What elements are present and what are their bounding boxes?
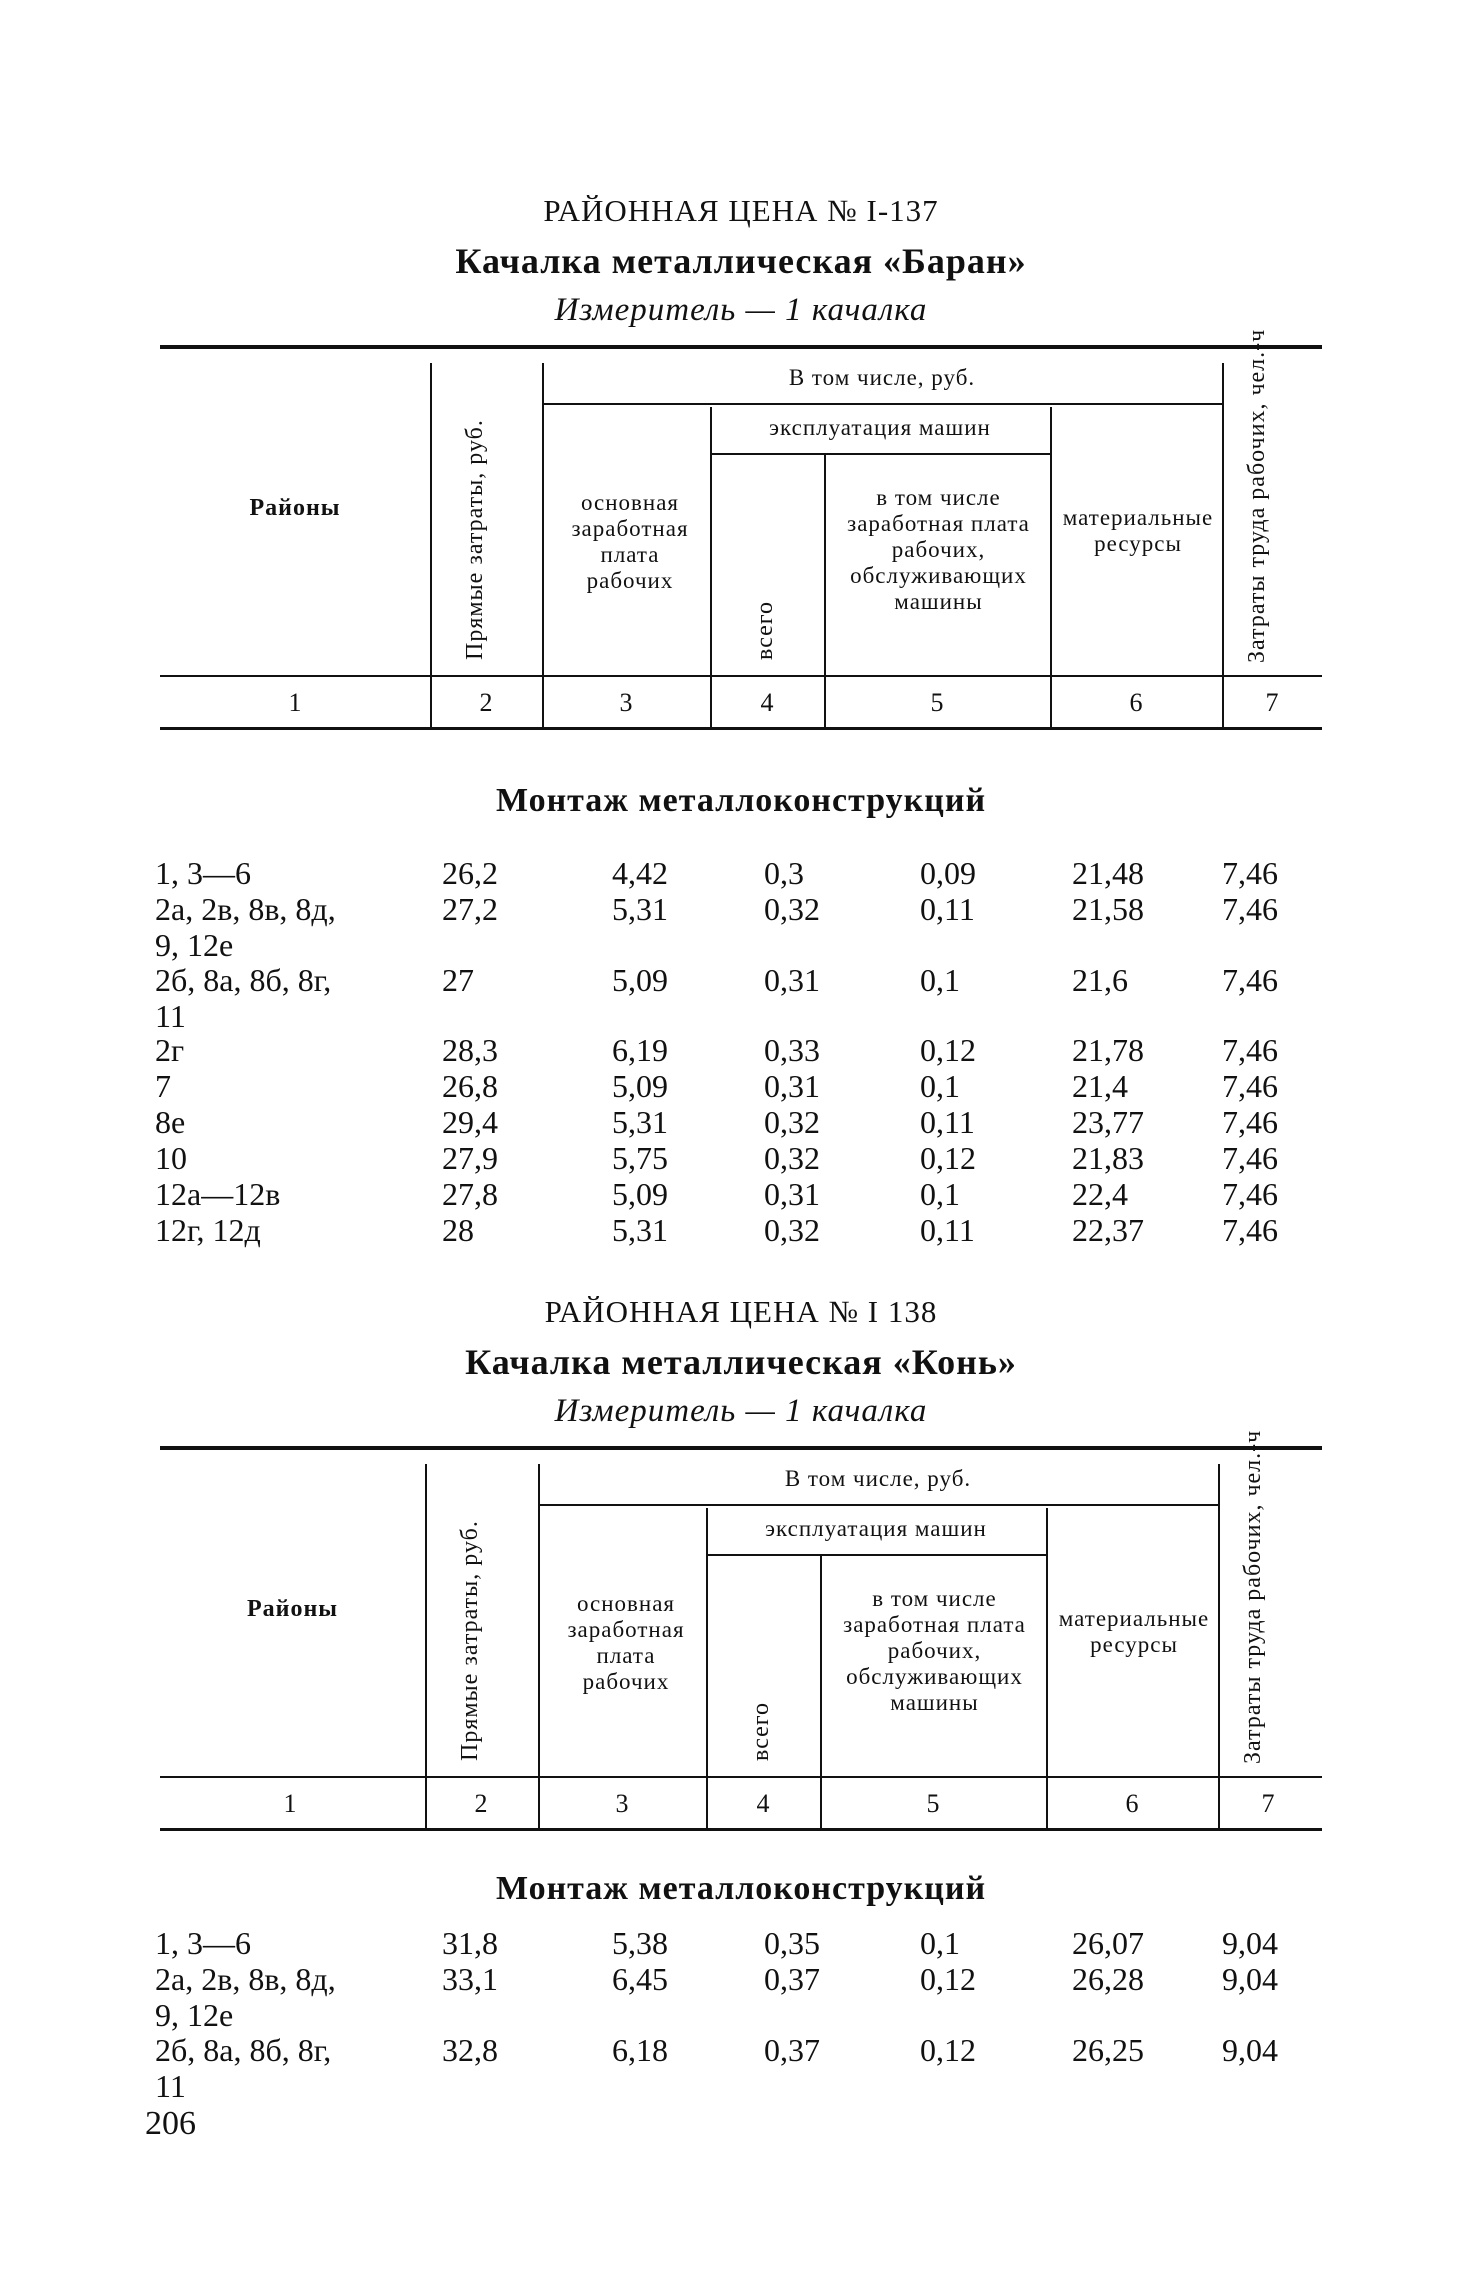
table-row bbox=[0, 855, 1482, 891]
table-cell: 21,78 bbox=[1072, 1032, 1144, 1068]
col-regions-label: Районы bbox=[249, 495, 341, 521]
table-rule bbox=[425, 1464, 427, 1828]
table-cell: 0,35 bbox=[764, 1925, 820, 1961]
table-cell: 7,46 bbox=[1222, 891, 1278, 927]
table-rule bbox=[1050, 407, 1052, 727]
column-number: 1 bbox=[288, 688, 302, 717]
table-cell: 0,31 bbox=[764, 1068, 820, 1104]
region-continuation: 11 bbox=[155, 2068, 186, 2104]
table-rule bbox=[430, 363, 432, 727]
table-cell: 0,3 bbox=[764, 855, 804, 891]
table-cell: 7,46 bbox=[1222, 1104, 1278, 1140]
table-rule bbox=[538, 1464, 540, 1828]
table-row bbox=[0, 891, 1482, 927]
table-cell: 2а, 2в, 8в, 8д, bbox=[155, 1961, 336, 1997]
col-wage-label: основная заработная плата рабочих bbox=[567, 1591, 685, 1694]
table-cell: 2б, 8а, 8б, 8г, bbox=[155, 962, 332, 998]
table-cell: 0,1 bbox=[920, 1176, 960, 1212]
table-cell: 7,46 bbox=[1222, 855, 1278, 891]
col-wage-label: основная заработная плата рабочих bbox=[571, 490, 689, 593]
table-cell: 0,12 bbox=[920, 2032, 976, 2068]
price1-section-title: Монтаж металлоконструкций bbox=[495, 782, 987, 819]
price1-unit: Измеритель — 1 качалка bbox=[554, 292, 928, 328]
table-cell: 5,31 bbox=[612, 1212, 668, 1248]
table-cell: 0,32 bbox=[764, 1212, 820, 1248]
price1-table-header bbox=[160, 328, 1322, 735]
price2-unit: Измеритель — 1 качалка bbox=[554, 1393, 928, 1429]
table-cell: 27,2 bbox=[442, 891, 498, 927]
table-cell: 26,2 bbox=[442, 855, 498, 891]
table-cell: 1, 3—6 bbox=[155, 1925, 251, 1961]
table-rule bbox=[1046, 1508, 1048, 1828]
table-cell: 5,38 bbox=[612, 1925, 668, 1961]
column-number: 4 bbox=[756, 1789, 770, 1818]
col-materials-label: материальные ресурсы bbox=[1062, 505, 1214, 556]
table-cell: 0,32 bbox=[764, 1104, 820, 1140]
table-cell: 7,46 bbox=[1222, 1176, 1278, 1212]
table-cell: 21,6 bbox=[1072, 962, 1128, 998]
table-cell: 26,28 bbox=[1072, 1961, 1144, 1997]
column-number: 1 bbox=[283, 1789, 297, 1818]
table-cell: 12г, 12д bbox=[155, 1212, 261, 1248]
table-row bbox=[0, 2032, 1482, 2068]
table-cell: 27,9 bbox=[442, 1140, 498, 1176]
col-machine-wage-label: в том числе заработная плата рабочих, обслуживающих машины bbox=[847, 485, 1030, 614]
table-cell: 5,09 bbox=[612, 1176, 668, 1212]
table-cell: 27,8 bbox=[442, 1176, 498, 1212]
table-row bbox=[0, 1961, 1482, 1997]
column-number: 5 bbox=[926, 1789, 940, 1818]
table-cell: 22,37 bbox=[1072, 1212, 1144, 1248]
table-cell: 21,48 bbox=[1072, 855, 1144, 891]
table-cell: 0,37 bbox=[764, 1961, 820, 1997]
top-rule bbox=[160, 345, 1322, 349]
table-cell: 32,8 bbox=[442, 2032, 498, 2068]
col-including-label: В том числе, руб. bbox=[788, 365, 976, 390]
price2-table-header bbox=[160, 1429, 1322, 1838]
region-continuation: 11 bbox=[155, 998, 186, 1034]
col-machines-label: эксплуатация машин bbox=[765, 1516, 987, 1541]
table-cell: 2г bbox=[155, 1032, 185, 1068]
table-cell: 0,31 bbox=[764, 1176, 820, 1212]
price2-section-title: Монтаж металлоконструкций bbox=[495, 1870, 987, 1907]
table-row bbox=[0, 1104, 1482, 1140]
region-continuation: 9, 12е bbox=[155, 927, 234, 963]
col-labor-label: Затраты труда рабочих, чел.-ч bbox=[1240, 1429, 1266, 1764]
table-cell: 5,31 bbox=[612, 1104, 668, 1140]
table-cell: 9,04 bbox=[1222, 1925, 1278, 1961]
table-rule bbox=[542, 363, 544, 727]
table-row bbox=[0, 962, 1482, 998]
table-rule bbox=[710, 407, 712, 727]
column-number: 6 bbox=[1129, 688, 1143, 717]
table-cell: 12а—12в bbox=[155, 1176, 281, 1212]
table-rule bbox=[1218, 1464, 1220, 1828]
column-number: 4 bbox=[760, 688, 774, 717]
table-cell: 0,37 bbox=[764, 2032, 820, 2068]
table-cell: 21,83 bbox=[1072, 1140, 1144, 1176]
table-rule bbox=[542, 403, 1222, 405]
col-machine-wage-label: в том числе заработная плата рабочих, обслуживающих машины bbox=[843, 1586, 1026, 1715]
col-total-label: всего bbox=[748, 1701, 774, 1761]
table-rule bbox=[1222, 363, 1224, 727]
table-cell: 26,25 bbox=[1072, 2032, 1144, 2068]
table-cell: 6,45 bbox=[612, 1961, 668, 1997]
bottom-rule bbox=[160, 727, 1322, 730]
table-row bbox=[0, 1140, 1482, 1176]
table-cell: 0,11 bbox=[920, 891, 975, 927]
column-number: 3 bbox=[619, 688, 633, 717]
col-direct-costs-label: Прямые затраты, руб. bbox=[462, 419, 488, 660]
table-cell: 4,42 bbox=[612, 855, 668, 891]
table-cell: 0,12 bbox=[920, 1032, 976, 1068]
table-cell: 23,77 bbox=[1072, 1104, 1144, 1140]
column-number: 2 bbox=[479, 688, 493, 717]
table-rule bbox=[160, 1776, 1322, 1778]
table-cell: 9,04 bbox=[1222, 2032, 1278, 2068]
table-cell: 0,31 bbox=[764, 962, 820, 998]
table-cell: 10 bbox=[155, 1140, 187, 1176]
table-cell: 31,8 bbox=[442, 1925, 498, 1961]
table-cell: 29,4 bbox=[442, 1104, 498, 1140]
table-rule bbox=[824, 455, 826, 727]
column-number: 7 bbox=[1265, 688, 1279, 717]
table-cell: 26,07 bbox=[1072, 1925, 1144, 1961]
price1-heading: РАЙОННАЯ ЦЕНА № I-137 bbox=[543, 193, 939, 228]
table-cell: 8е bbox=[155, 1104, 186, 1140]
table-cell: 2а, 2в, 8в, 8д, bbox=[155, 891, 336, 927]
table-row bbox=[0, 1925, 1482, 1961]
column-number: 2 bbox=[474, 1789, 488, 1818]
table-row bbox=[0, 1212, 1482, 1248]
table-row bbox=[0, 1068, 1482, 1104]
table-cell: 6,18 bbox=[612, 2032, 668, 2068]
table-row bbox=[0, 1176, 1482, 1212]
table-cell: 7 bbox=[155, 1068, 171, 1104]
table-cell: 26,8 bbox=[442, 1068, 498, 1104]
table-cell: 5,31 bbox=[612, 891, 668, 927]
table-rule bbox=[710, 453, 1050, 455]
table-cell: 6,19 bbox=[612, 1032, 668, 1068]
table-cell: 0,1 bbox=[920, 1068, 960, 1104]
table-cell: 0,1 bbox=[920, 1925, 960, 1961]
region-continuation: 9, 12е bbox=[155, 1997, 234, 2033]
column-number: 7 bbox=[1261, 1789, 1275, 1818]
page-number: 206 bbox=[145, 2105, 196, 2142]
table-cell: 21,58 bbox=[1072, 891, 1144, 927]
table-cell: 9,04 bbox=[1222, 1961, 1278, 1997]
table-cell: 7,46 bbox=[1222, 1140, 1278, 1176]
table-cell: 0,09 bbox=[920, 855, 976, 891]
table-cell: 0,33 bbox=[764, 1032, 820, 1068]
table-cell: 27 bbox=[442, 962, 474, 998]
table-cell: 7,46 bbox=[1222, 1068, 1278, 1104]
table-cell: 5,09 bbox=[612, 1068, 668, 1104]
table-row bbox=[0, 1032, 1482, 1068]
price1-title: Качалка металлическая «Баран» bbox=[455, 241, 1027, 281]
table-rule bbox=[820, 1556, 822, 1828]
column-number: 3 bbox=[615, 1789, 629, 1818]
table-cell: 2б, 8а, 8б, 8г, bbox=[155, 2032, 332, 2068]
table-cell: 33,1 bbox=[442, 1961, 498, 1997]
table-cell: 5,09 bbox=[612, 962, 668, 998]
col-machines-label: эксплуатация машин bbox=[769, 415, 991, 440]
column-number: 5 bbox=[930, 688, 944, 717]
col-direct-costs-label: Прямые затраты, руб. bbox=[457, 1520, 483, 1761]
col-materials-label: материальные ресурсы bbox=[1058, 1606, 1210, 1657]
table-cell: 7,46 bbox=[1222, 1032, 1278, 1068]
table-cell: 0,11 bbox=[920, 1104, 975, 1140]
table-cell: 0,12 bbox=[920, 1961, 976, 1997]
table-cell: 0,32 bbox=[764, 891, 820, 927]
header-divider bbox=[160, 675, 1322, 677]
table-cell: 0,12 bbox=[920, 1140, 976, 1176]
col-total-label: всего bbox=[752, 600, 778, 660]
table-rule bbox=[538, 1504, 1218, 1506]
table-cell: 5,75 bbox=[612, 1140, 668, 1176]
table-cell: 28 bbox=[442, 1212, 474, 1248]
table-cell: 1, 3—6 bbox=[155, 855, 251, 891]
table-cell: 28,3 bbox=[442, 1032, 498, 1068]
column-number: 6 bbox=[1125, 1789, 1139, 1818]
table-rule bbox=[706, 1508, 708, 1828]
price2-title: Качалка металлическая «Конь» bbox=[465, 1342, 1017, 1382]
col-including-label: В том числе, руб. bbox=[784, 1466, 972, 1491]
table-cell: 0,11 bbox=[920, 1212, 975, 1248]
table-cell: 0,1 bbox=[920, 962, 960, 998]
table-cell: 7,46 bbox=[1222, 962, 1278, 998]
table-cell: 22,4 bbox=[1072, 1176, 1128, 1212]
table-cell: 7,46 bbox=[1222, 1212, 1278, 1248]
col-regions-label: Районы bbox=[246, 1596, 339, 1622]
table-rule bbox=[706, 1554, 1046, 1556]
table-cell: 21,4 bbox=[1072, 1068, 1128, 1104]
table-cell: 0,32 bbox=[764, 1140, 820, 1176]
col-labor-label: Затраты труда рабочих, чел.-ч bbox=[1244, 328, 1270, 663]
price2-heading: РАЙОННАЯ ЦЕНА № I 138 bbox=[544, 1294, 938, 1329]
